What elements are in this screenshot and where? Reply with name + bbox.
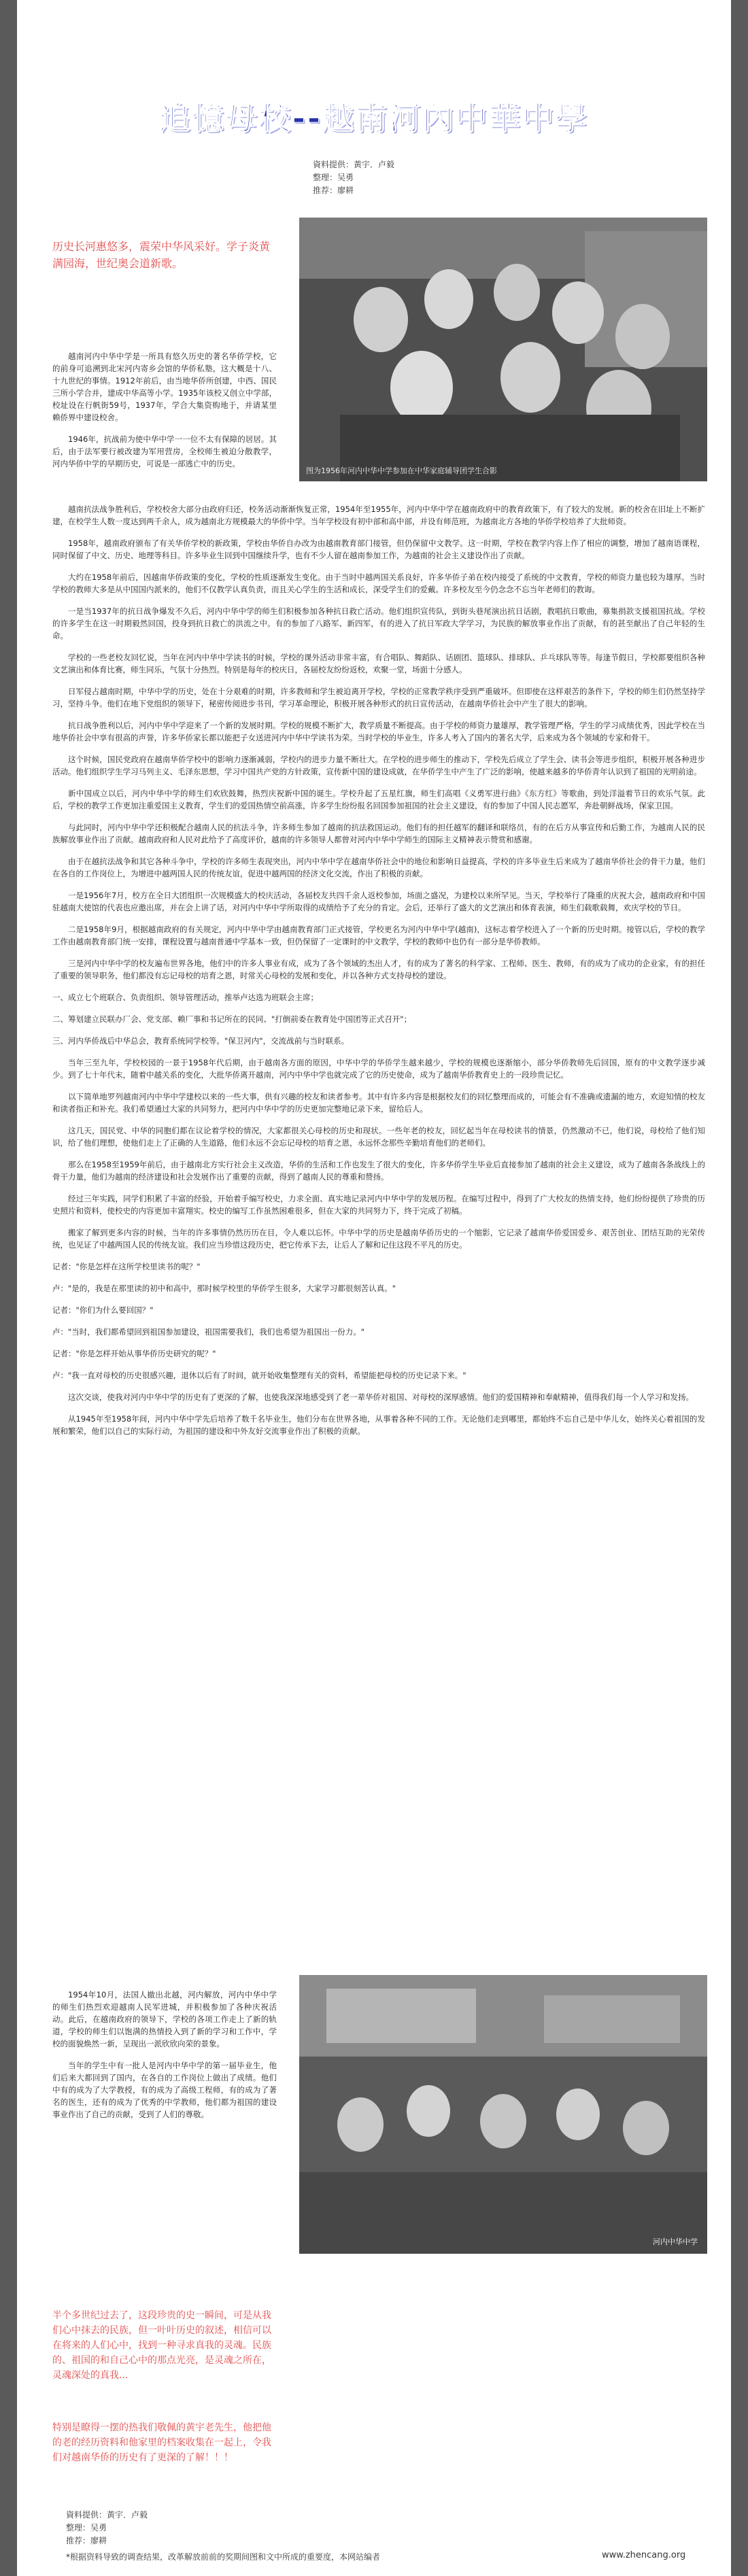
footnote: *根据资料导致的调查结果，改革解放前前的奖期间图和文中所成的重要度，本网站编者 <box>66 2552 381 2562</box>
article-paragraph: 抗日战争胜利以后，河内中华中学迎来了一个新的发展时期。学校的规模不断扩大，教学质量不断提高。由于学校的师资力量雄厚，教学管理严格，学生的学习成绩优秀，因此学校在当地华侨社会中享有很高的声誉，许多华侨家长都以能把子女送进河内中华中学读书为荣。当时学校的毕业生，许多人考入了国内的著名大学，后来成为各个领域的专家和骨干。 <box>52 721 705 742</box>
bottom-photo-caption: 河内中华中学 <box>653 2237 698 2246</box>
credits-recommender: 推荐：廖耕 <box>313 186 354 195</box>
article-list-item: 二、筹划建立民联办厂会、党支部、赖厂事和书记所在的民同、"打倒前委在教育处中国团等正式召开"； <box>52 1014 412 1024</box>
footer-source: 資料提供：黃宇．卢毅 <box>66 2510 148 2520</box>
pullquote-middle: 半个多世纪过去了，这段珍贵的史一瞬间，可是从我们心中抹去的民族，但一叶叶历史的叙述，相信可以在将来的人们心中，找到一种寻求真我的灵魂。民族的、祖国的和自己心中的那点光亮，是灵魂之所在，灵魂深处的真我... <box>52 2310 271 2381</box>
closing-paragraph-2: 当年的学生中有一批人是河内中华中学的第一届毕业生，他们后来大都回到了国内，在各自的工作岗位上做出了成绩。他们中有的成为了大学教授，有的成为了高级工程师，有的成为了著名的医生，还有的成为了优秀的中学教师，他们都为祖国的建设事业作出了自己的贡献，受到了人们的尊敬。 <box>52 2061 277 2119</box>
interview-line: 记者："你是怎样开始从事华侨历史研究的呢？" <box>52 1349 216 1358</box>
article-paragraph: 经过三年实践，同学们积累了丰富的经验，开始着手编写校史，力求全面、真实地记录河内中华中学的发展历程。在编写过程中，得到了广大校友的热情支持，他们纷纷提供了珍贵的历史照片和资料，使校史的内容更加丰富翔实。校史的编写工作虽然困难很多，但在大家的共同努力下，终于完成了初稿。 <box>52 1194 705 1216</box>
page <box>17 0 731 2576</box>
footer-credits <box>66 2509 148 2547</box>
closing-paragraph-1: 1954年10月，法国人撤出北越，河内解放，河内中华中学的师生们热烈欢迎越南人民军进城，并积极参加了各种庆祝活动。此后，在越南政府的领导下，学校的各项工作走上了新的轨道，学校的师生们以饱满的热情投入到了新的学习和工作中，学校的面貌焕然一新，呈现出一派欣欣向荣的景象。 <box>52 1990 277 2048</box>
article-paragraph: 搬家了解到更多内容的时候，当年的许多事情仍然历历在目，令人难以忘怀。中华中学的历史是越南华侨历史的一个缩影，它记录了越南华侨爱国爱乡、艰苦创业、团结互助的光荣传统，也见证了中越两国人民的传统友谊。我们应当珍惜这段历史，把它传承下去，让后人了解和记住这段不平凡的历史。 <box>52 1228 705 1250</box>
article-list-item: 三、河内华侨战后中华总会，教育系统同学校等。"保卫河内"，交流战前与当时联系。 <box>52 1036 350 1046</box>
article-paragraph: 以下简单地罗列越南河内中华中学建校以来的一些大事，供有兴趣的校友和读者参考。其中有许多内容是根据校友们的回忆整理而成的，可能会有不准确或遗漏的地方，欢迎知情的校友和读者指正和补充。我们希望通过大家的共同努力，把河内中华中学的历史更加完整地记录下来，留给后人。 <box>52 1092 705 1114</box>
interview-line: 卢："是的，我是在那里读的初中和高中，那时候学校里的华侨学生很多，大家学习都很刻苦认真。" <box>52 1284 396 1293</box>
article-paragraph: 当年三至九年，学校校园的一景于1958年代后期，由于越南各方面的原因，中华中学的华侨学生越来越少，学校的规模也逐渐缩小，部分华侨教师先后回国，原有的中文教学逐步减少。到了七十年代末，随着中越关系的变化，大批华侨离开越南，河内中华中学也就完成了它的历史使命，成为了越南华侨教育史上的一段珍贵记忆。 <box>52 1058 705 1080</box>
article-paragraph: 越南抗法战争胜利后，学校校舍大部分由政府归还，校务活动渐渐恢复正常，1954年至1955年，河内中华中学在越南政府中的教育政策下，有了较大的发展。新的校舍在旧址上不断扩建，在校学生人数一度达到两千余人，成为越南北方规模最大的华侨中学。当年学校设有初中部和高中部，并设有师范班，为越南北方各地的华侨学校培养了大批师资。 <box>52 504 705 526</box>
article-paragraph: 这个时候，国民党政府在越南华侨学校中的影响力逐渐减弱，学校内的进步力量不断壮大。在学校的进步师生的推动下，学校先后成立了学生会、读书会等进步组织，积极开展各种进步活动。他们组织学生学习马列主义、毛泽东思想，学习中国共产党的方针政策，宣传新中国的建设成就，在华侨学生中产生了广泛的影响，使越来越多的华侨青年认识到了祖国的光明前途。 <box>52 755 705 776</box>
classroom-photo-image <box>299 1975 707 2254</box>
article-list-item: 一、成立七个班联合、负责组织、领导管理活动，推举卢达选为班联会主席； <box>52 993 318 1002</box>
intro-paragraph-1: 越南河内中华中学是一所具有悠久历史的著名华侨学校，它的前身可追溯到北宋河内寄乡会馆的华侨私塾，这大概是十八、十九世纪的事情。1912年前后，由当地华侨所创建，中西、国民三所小学合并，建成中华高等小学。1935年该校又创立中学部，校址设在行帆街59号，1937年，学合大集资购地于，并请某里赖侨界中建设校舍。 <box>52 351 277 422</box>
credits-block <box>313 158 517 197</box>
article-paragraph: 那么在1958至1959年前后，由于越南北方实行社会主义改造，华侨的生活和工作也发生了很大的变化，许多华侨学生毕业后直接参加了越南的社会主义建设，成为了越南各条战线上的骨干力量，他们为越南的经济建设和社会发展作出了重要的贡献，得到了越南人民的尊重和赞扬。 <box>52 1160 705 1182</box>
top-photo <box>299 218 707 481</box>
footer-recommender: 推荐：廖耕 <box>66 2536 107 2545</box>
interview-line: 记者："你是怎样在这所学校里读书的呢？" <box>52 1262 201 1271</box>
article-paragraph: 二是1958年9月，根据越南政府的有关规定，河内中华中学由越南教育部门正式接管，学校更名为河内中华中学(越南)，这标志着学校进入了一个新的历史时期。接管以后，学校的教学工作由越南教育部门统一安排，课程设置与越南普通中学基本一致，但仍保留了一定课时的中文教学，学校的教师中也仍有一部分是华侨教师。 <box>52 925 705 946</box>
article-paragraph: 1958年，越南政府颁布了有关华侨学校的新政策，学校由华侨自办改为由越南教育部门接管，但仍保留中文教学。这一时期，学校在教学内容上作了相应的调整，增加了越南语课程，同时保留了中文、历史、地理等科目。许多毕业生回到中国继续升学，也有不少人留在越南参加工作，为越南的社会主义建设作出了贡献。 <box>52 538 705 560</box>
interview-line: 卢："我一直对母校的历史很感兴趣，退休以后有了时间，就开始收集整理有关的资料，希望能把母校的历史记录下来。" <box>52 1371 466 1380</box>
group-photo-image <box>299 218 707 481</box>
intro-column <box>52 350 277 479</box>
intro-paragraph-2: 1946年，抗战前为使中华中学一一位不太有保障的居居。其后，由于法军要行被改建为军用营房，全校师生被迫分散教学，河内华侨中学的早期历史，可说是一部逃亡中的历史。 <box>52 434 277 468</box>
main-article <box>52 503 705 1447</box>
closing-column <box>52 1989 277 2130</box>
article-paragraph: 三是河内中华中学的校友遍布世界各地，他们中的许多人事业有成，成为了各个领域的杰出人才，有的成为了著名的科学家、工程师、医生、教师，有的成为了成功的企业家，有的担任了重要的领导职务，他们都没有忘记母校的培育之恩，时常关心母校的发展和变化，并以各种方式支持母校的建设。 <box>52 959 705 980</box>
credits-source: 資料提供：黃宇．卢毅 <box>313 160 395 169</box>
page-title: 追憶母校--越南河內中華中學 <box>158 100 590 137</box>
article-paragraph: 大约在1958年前后，因越南华侨政策的变化，学校的性质逐渐发生变化。由于当时中越两国关系良好，许多华侨子弟在校内接受了系统的中文教育，学校的师资力量也较为雄厚。当时学校的教师大多是从中国国内派来的，他们不仅教学认真负责，而且关心学生的生活和成长，深受学生们的爱戴。许多校友至今仍念念不忘当年老师们的教诲。 <box>52 572 705 594</box>
interview-line: 卢："当时，我们都希望回到祖国参加建设，祖国需要我们，我们也希望为祖国出一份力。" <box>52 1327 365 1337</box>
article-paragraph: 一是当1937年的抗日战争爆发不久后，河内中华中学的师生们积极参加各种抗日救亡活动。他们组织宣传队，到街头巷尾演出抗日话剧，教唱抗日歌曲，募集捐款支援祖国抗战。学校的许多学生在这一时期毅然回国，投身到抗日救亡的洪流之中。有的参加了八路军、新四军，有的进入了抗日军政大学学习，为民族的解放事业作出了贡献，有的甚至献出了自己年轻的生命。 <box>52 606 705 640</box>
article-paragraph: 从1945年至1958年间，河内中华中学先后培养了数千名毕业生，他们分布在世界各地，从事着各种不同的工作。无论他们走到哪里，都始终不忘自己是中华儿女，始终关心着祖国的发展和繁荣，他们以自己的实际行动，为祖国的建设和中外友好交流事业作出了积极的贡献。 <box>52 1414 705 1436</box>
top-photo-caption: 图为1956年河内中华中学参加在中华家庭辅导团学生合影 <box>306 466 497 475</box>
interview-line: 记者："你们为什么要回国？" <box>52 1305 154 1315</box>
article-paragraph: 由于在越抗法战争和其它各种斗争中，学校的许多师生表现突出，河内中华中学在越南华侨社会中的地位和影响日益提高，学校的许多毕业生后来成为了越南华侨社会的骨干力量，他们在各自的工作岗位上，为增进中越两国人民的传统友谊，促进中越两国的经济文化交流，作出了积极的贡献。 <box>52 857 705 878</box>
article-paragraph: 日军侵占越南时期，中华中学的历史，处在十分艰难的时期，许多教师和学生被迫离开学校，学校的正常教学秩序受到严重破坏。但即使在这样艰苦的条件下，学校的师生们仍然坚持学习，坚持斗争。他们在地下党组织的领导下，秘密传阅进步书刊，学习革命理论，积极开展各种形式的抗日宣传活动，在越南华侨社会中产生了很大的影响。 <box>52 687 705 708</box>
pullquote-bottom: 特别是瞭得一摆的热我们敬佩的黄宇老先生，他把他的老的经历资料和他家里的档案收集在一起上，令我们对越南华侨的历史有了更深的了解！！！ <box>52 2422 271 2463</box>
credits-editor: 整理：吴勇 <box>313 173 354 182</box>
article-paragraph: 新中国成立以后，河内中华中学的师生们欢欣鼓舞，热烈庆祝新中国的诞生。学校升起了五星红旗，师生们高唱《义勇军进行曲》《东方红》等歌曲，到处洋溢着节日的欢乐气氛。此后，学校的教学工作更加注重爱国主义教育，学生们的爱国热情空前高涨，许多学生纷纷报名回国参加祖国的社会主义建设，有的参加了中国人民志愿军，奔赴朝鲜战场，保家卫国。 <box>52 789 705 810</box>
pullquote-top: 历史长河惠悠多，震荣中华风采好。学子炎黄满园海，世纪奥会道新歌。 <box>52 240 271 270</box>
article-paragraph: 一是1956年7月，校方在全日大团组织一次规模盛大的校庆活动，各届校友共四千余人返校参加，场面之盛况，为建校以来所罕见。当天，学校举行了隆重的庆祝大会，越南政府和中国驻越南大使馆的代表也应邀出席，并在会上讲了话，对河内中华中学所取得的成绩给予了充分的肯定。会后，还举行了盛大的文艺演出和体育表演，师生们载歌载舞，欢庆学校的节日。 <box>52 891 705 912</box>
article-paragraph: 这次交谈，使我对河内中华中学的历史有了更深的了解，也使我深深地感受到了老一辈华侨对祖国、对母校的深厚感情。他们的爱国精神和奉献精神，值得我们每一个人学习和发扬。 <box>68 1392 694 1402</box>
site-url-link[interactable]: www.zhencang.org <box>602 2550 686 2560</box>
bottom-photo <box>299 1975 707 2254</box>
article-paragraph: 与此同时，河内中华中学还积极配合越南人民的抗法斗争，许多师生参加了越南的抗法救国运动。他们有的担任越军的翻译和联络员，有的在后方从事宣传和后勤工作，为越南人民的民族解放事业作出了贡献。越南政府和人民对此给予了高度评价，越南的许多领导人都曾对河内中华中学师生的国际主义精神表示赞赏和感谢。 <box>52 823 705 844</box>
article-paragraph: 这几天，国民党、中华的同胞们都在议论着学校的情况，大家都很关心母校的历史和现状。一些年老的校友，回忆起当年在母校读书的情景，仍然激动不已，他们说，母校给了他们知识，给了他们理想，使他们走上了正确的人生道路，他们永远不会忘记母校的培育之恩，永远怀念那些辛勤培育他们的老师们。 <box>52 1126 705 1148</box>
footer-editor: 整理：吴勇 <box>66 2523 107 2532</box>
article-paragraph: 学校的一些老校友回忆说，当年在河内中华中学读书的时候，学校的课外活动非常丰富，有合唱队、舞蹈队、话剧团、篮球队、排球队、乒乓球队等等。每逢节假日，学校都要组织各种文艺演出和体育比赛，师生同乐，气氛十分热烈。特别是每年的校庆日，各届校友纷纷返校，欢聚一堂，场面十分感人。 <box>52 653 705 674</box>
